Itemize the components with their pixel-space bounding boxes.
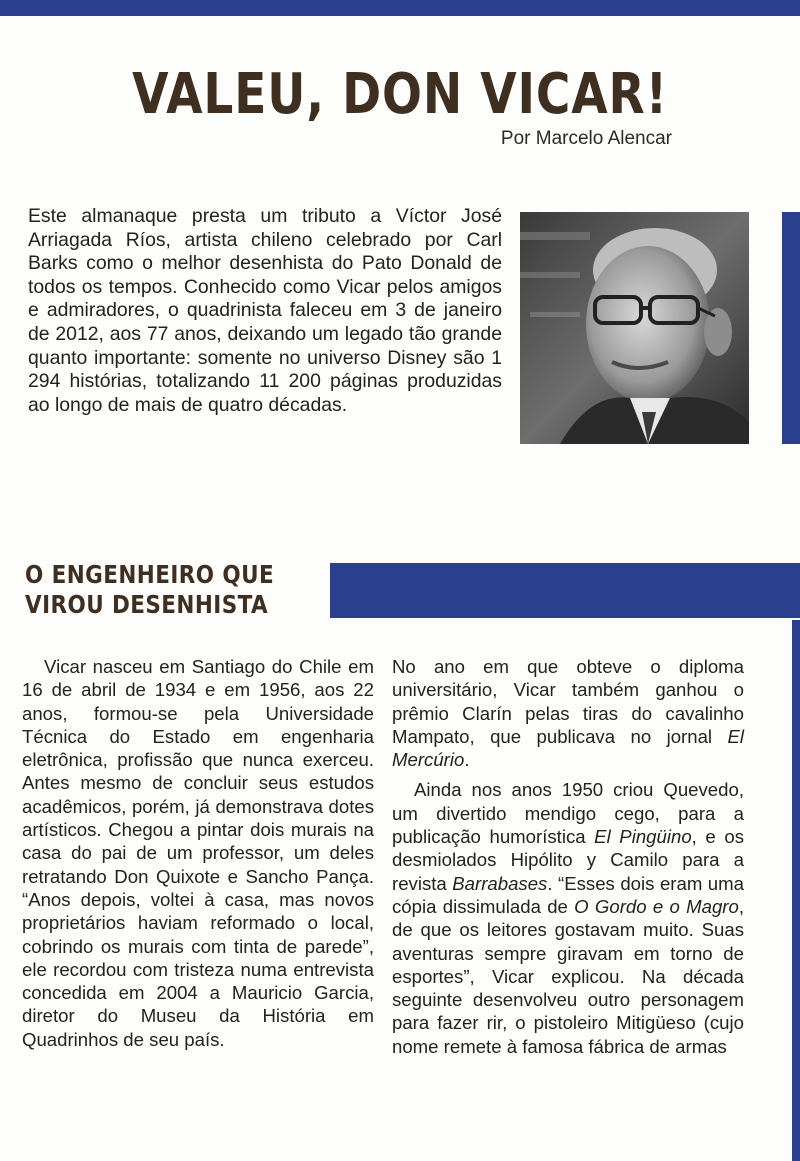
portrait-illustration bbox=[520, 212, 749, 444]
article-title: VALEU, DON VICAR! bbox=[132, 62, 668, 127]
body-paragraph bbox=[392, 655, 744, 771]
text-column-left bbox=[22, 655, 374, 1051]
body-paragraph bbox=[392, 778, 744, 1058]
right-accent-bar-upper bbox=[782, 212, 800, 444]
portrait-photo bbox=[520, 212, 749, 444]
section-heading-line-1: O ENGENHEIRO QUE bbox=[25, 560, 275, 589]
text-span: No ano em que obteve o diploma universitário, Vicar também ganhou o prêmio Clarín pelas tiras do cavalinho Mampato, que publicava no jornal bbox=[392, 656, 744, 747]
section-heading-line-2: VIROU DESENHISTA bbox=[25, 590, 269, 619]
text-span: Ainda nos anos 1950 criou Quevedo, um divertido mendigo cego, para a publicação humorística bbox=[392, 779, 744, 848]
text-span: . “Esses dois eram uma cópia dissimulada de bbox=[392, 872, 744, 917]
author-byline: Por Marcelo Alencar bbox=[500, 128, 672, 149]
text-span: , e os desmiolados Hipólito y Camilo para a revista bbox=[392, 826, 744, 894]
section-heading bbox=[25, 560, 283, 620]
intro-paragraph: Este almanaque presta um tributo a Víctor José Arriagada Ríos, artista chileno celebrado por Carl Barks como o melhor desenhista do Pato Donald de todos os tempos. Conhecido como Vicar pelos amigos e admiradores, o quadrinista faleceu em 3 de janeiro de 2012, aos 77 anos, deixando um legado tão grande quanto importante: somente no universo Disney são 1 294 histórias, totalizando 11 200 páginas produzidas ao longo de mais de quatro décadas. bbox=[28, 205, 502, 416]
publication-title: El Pingüino bbox=[594, 826, 692, 848]
right-accent-bar-lower bbox=[792, 620, 800, 1161]
film-title: O Gordo e o Magro bbox=[574, 895, 739, 917]
text-span: . bbox=[464, 749, 470, 771]
magazine-title: Barrabases bbox=[452, 872, 548, 894]
text-span: , de que os leitores gostavam muito. Suas aventuras sempre giravam em torno de esportes”, Vicar explicou. Na década seguinte desenvolveu outro personagem para fazer rir, o pistoleiro Mitigüeso (cujo nome remete à famosa fábrica de armas bbox=[392, 895, 744, 1057]
section-accent-bar bbox=[330, 563, 800, 618]
newspaper-title: El Mercúrio bbox=[392, 725, 744, 771]
top-accent-bar bbox=[0, 0, 800, 16]
body-paragraph: Vicar nasceu em Santiago do Chile em 16 de abril de 1934 e em 1956, aos 22 anos, formou-se pela Universidade Técnica do Estado em engenharia eletrônica, profissão que nunca exerceu. Antes mesmo de concluir seus estudos acadêmicos, porém, já demonstrava dotes artísticos. Chegou a pintar dois murais na casa do pai de um professor, um deles retratando Don Quixote e Sancho Pança. “Anos depois, voltei à casa, mas novos proprietários haviam reformado o local, cobrindo os murais com tinta de parede”, ele recordou com tristeza numa entrevista concedida em 2004 a Mauricio Garcia, diretor do Museu da História em Quadrinhos de seu país. bbox=[22, 656, 374, 1050]
text-column-right bbox=[392, 655, 744, 1058]
